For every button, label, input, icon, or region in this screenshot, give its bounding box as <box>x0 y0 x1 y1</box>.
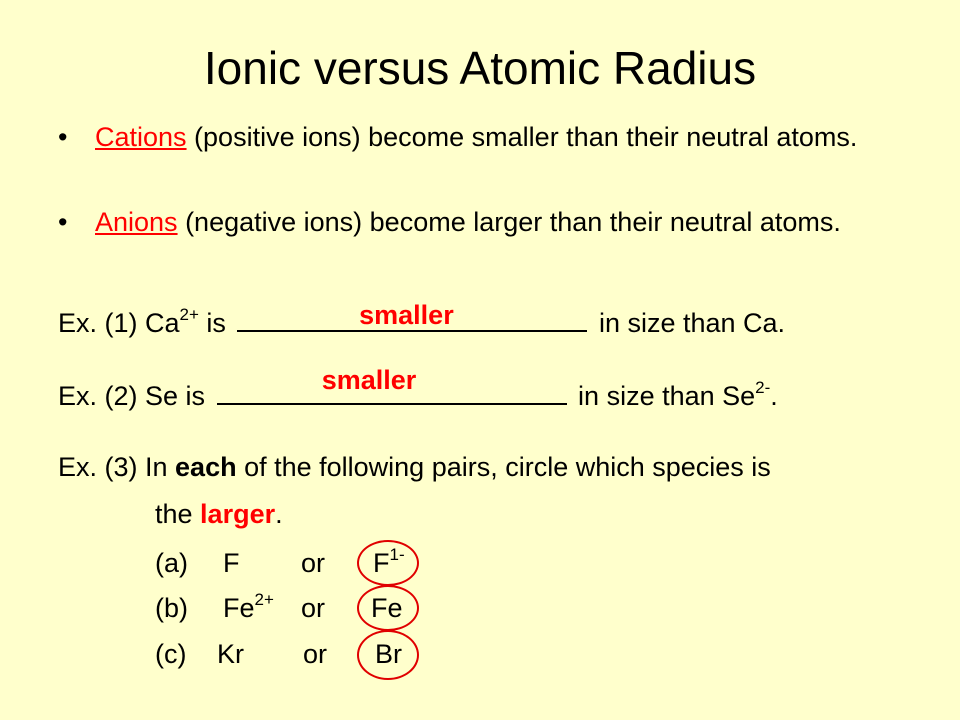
bullet-text <box>95 205 918 239</box>
ex1-suffix: in size than Ca. <box>591 308 786 338</box>
pair-or: or <box>303 639 328 669</box>
pair-left-text: Fe <box>223 593 255 623</box>
ex3-line2-b: . <box>275 499 283 529</box>
pair-or: or <box>301 548 326 578</box>
bullet-marker: • <box>58 122 68 152</box>
pair-right-text: F <box>373 548 390 578</box>
term-cations: Cations <box>95 122 187 152</box>
pair-left-superscript: 2+ <box>254 590 274 609</box>
pair-left <box>223 546 240 580</box>
pair-left-text: Kr <box>217 639 244 669</box>
bullet-text <box>95 120 918 154</box>
term-anions: Anions <box>95 207 178 237</box>
bullet-rest: (positive ions) become smaller than their neutral atoms. <box>186 122 858 152</box>
ex3-text-a: Ex. (3) In <box>58 452 176 482</box>
example-3-line2 <box>155 497 283 531</box>
ex1-prefix: Ex. (1) Ca <box>58 308 180 338</box>
ex1-answer-blank <box>237 300 587 332</box>
ex3-larger: larger <box>200 499 276 529</box>
pair-left <box>217 637 244 671</box>
example-3-line1 <box>58 450 771 484</box>
ex1-mid: is <box>198 308 234 338</box>
ex2-superscript: 2- <box>755 378 771 397</box>
bullet-rest: (negative ions) become larger than their neutral atoms. <box>177 207 841 237</box>
ex2-prefix: Ex. (2) Se is <box>58 381 213 411</box>
example-2 <box>58 365 778 413</box>
example-1 <box>58 300 786 340</box>
answer-circle <box>357 630 419 680</box>
pair-right-text: Fe <box>371 593 403 623</box>
ex2-suffix: in size than Se <box>570 381 756 411</box>
ex3-line2-a: the <box>155 499 201 529</box>
ex3-text-b: of the following pairs, circle which species is <box>236 452 771 482</box>
pair-label: (a) <box>155 548 188 578</box>
pair-left-text: F <box>223 548 240 578</box>
answer-circle <box>357 585 419 631</box>
ex2-end: . <box>770 381 778 411</box>
pair-label: (c) <box>155 639 187 669</box>
bullet-cations <box>58 120 918 154</box>
ex2-answer-blank <box>217 365 567 405</box>
ex3-bold: each <box>175 452 237 482</box>
answer-circle <box>357 540 419 586</box>
pair-label: (b) <box>155 593 188 623</box>
slide-title: Ionic versus Atomic Radius <box>203 42 757 94</box>
bullet-anions <box>58 205 918 239</box>
pair-or: or <box>301 593 326 623</box>
pair-right-superscript: 1- <box>389 545 405 564</box>
pair-left <box>223 591 274 625</box>
ex2-answer: smaller <box>321 365 417 395</box>
ex1-superscript: 2+ <box>179 305 199 324</box>
ex1-answer: smaller <box>359 300 454 330</box>
bullet-marker: • <box>58 207 68 237</box>
pair-right-text: Br <box>375 639 402 669</box>
